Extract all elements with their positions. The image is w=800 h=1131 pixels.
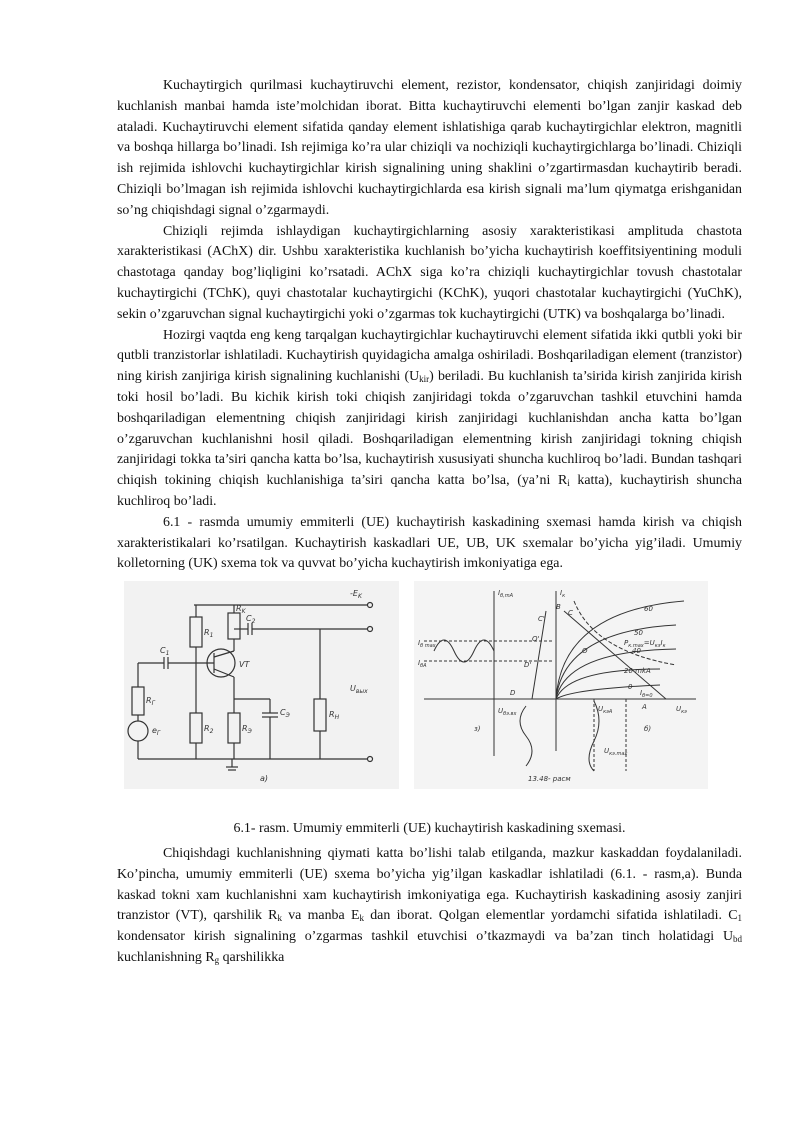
document-page xyxy=(117,76,742,969)
p3-text-c: katta), kuchaytirish shuncha kuchliroq bo’ladi. xyxy=(117,473,742,509)
p5-text-d: kondensator kirish signalining o’zgarmas tashkil etuvchisi o’tkazmaydi va ba’zan tinch holatidagi U xyxy=(117,929,733,945)
p5-text-a: Chiqishdagi kuchlanishning qiymati katta bo’lishi talab etilganda, mazkur kaskaddan foydalaniladi. Ko’pincha, umumiy emmiterli (UE) sxema bo’yicha yig’ilgan kaskadlar ishlatiladi (6.1. - rasm,a). Bunda kaskad tokni xam kuchlanishni xam kuchaytirish imkoniyatiga ega. Kuchaytirish kaskadining asosiy zanjiri tranzistor (VT), qarshilik R xyxy=(117,845,742,924)
input-signal-wave xyxy=(434,640,494,662)
label-u-input: $U_{бэ.вх}$ xyxy=(498,707,517,718)
supply-terminal xyxy=(368,603,373,608)
p5-text-c: dan iborat. Qolgan elementlar yordamchi sifatida ishlatiladi. C xyxy=(363,908,738,924)
paragraph-2: Chiziqli rejimda ishlaydigan kuchaytirgichlarning asosiy xarakteristikasi amplituda chastota xarakteristikasi (AChX) dir. Ushbu xarakteristika kuchlanish bo’yicha kuchaytirish koeffitsiyentining moduli chastotaga qanday bog’liqligini ko’rsatadi. AChX siga ko’ra chiziqli kuchaytirgichlar tovush chastotalar kuchaytirgichi (TChK), quyi chastotalar kuchaytirgichi (KChK), yuqori chastotalar kuchaytirgichi (YuChK), sekin o’zgaruvchan signal kuchaytirgichi yoki o’zgarmas tok kuchaytirgichi (UTK) va boshqalarga bo’linadi. xyxy=(117,223,742,322)
label-u-max: $U_{кэ.max}$ xyxy=(604,747,628,758)
point-c: C xyxy=(568,609,573,618)
paragraph-5 xyxy=(117,844,742,969)
p5-text-e: kuchlanishning R xyxy=(117,949,215,965)
resistor-rk xyxy=(228,613,240,639)
point-a: A xyxy=(642,703,647,712)
paragraph-4: 6.1 - rasmda umumiy emmiterli (UE) kuchaytirish kaskadining sxemasi hamda kirish va chiqish xarakteristikalari ko’rsatilgan. Kuchaytirish kaskadlari UE, UB, UK sxemalar bo’yicha yig’iladi. Umumiy kolletorning (UK) sxema tok va quvvat bo’yicha kuchaytirish imkoniyatiga ega. xyxy=(117,514,742,572)
base-voltage-wave xyxy=(520,706,532,766)
p5-sub-bd: bd xyxy=(733,934,742,945)
p5-sub-k1: k xyxy=(277,913,282,924)
load-line xyxy=(564,611,666,699)
label-fig-a: a) xyxy=(260,774,269,784)
p5-sub-1: 1 xyxy=(737,913,742,924)
resistor-r2 xyxy=(190,713,202,743)
figure-caption: 6.1- rasm. Umumiy emmiterli (UE) kuchaytirish kaskadining sxemasi. xyxy=(233,821,626,837)
p5-sub-g: g xyxy=(214,954,220,965)
curve-label-60: 60 xyxy=(644,605,653,614)
input-curve xyxy=(532,611,546,699)
label-rk: $R_K$ xyxy=(236,604,246,616)
curve-label-0: 0 xyxy=(628,683,633,692)
label-r2: $R_2$ xyxy=(204,724,214,736)
ground-terminal xyxy=(368,757,373,762)
label-ce: $C_Э$ xyxy=(280,708,290,720)
output-curve-60 xyxy=(556,601,684,699)
signal-source xyxy=(128,721,148,741)
label-c1: $C_1$ xyxy=(160,646,170,658)
curve-label-50: 50 xyxy=(634,629,643,638)
label-ib-max: $I_{б max}$ xyxy=(418,639,436,650)
circuit-schematic xyxy=(124,581,399,789)
resistor-rg xyxy=(132,687,144,715)
label-x-right: $U_{кэ}$ xyxy=(676,705,687,716)
characteristics-graph xyxy=(414,581,708,789)
p3-text-a: Hozirgi vaqtda eng keng tarqalgan kuchaytirgichlar kuchaytiruvchi element sifatida ikki qutbli yoki bir qutbli tranzistorlar ishlatiladi. Kuchaytirish quyidagicha amalga oshiriladi. Boshqariladigan element (tranzistor) ning kirish zanjiriga kirish signalining kuchlanishi (U xyxy=(117,327,742,385)
point-b: B xyxy=(556,603,561,612)
resistor-r1 xyxy=(190,617,202,647)
label-vt: VT xyxy=(239,660,250,670)
point-c-prime: C' xyxy=(538,615,545,624)
resistor-rn xyxy=(314,699,326,731)
figure-6-1 xyxy=(117,581,742,793)
p3-sub-kir: kir xyxy=(419,374,430,385)
label-fig-b: б) xyxy=(644,725,652,734)
output-terminal xyxy=(368,627,373,632)
label-y-right: $I_к$ xyxy=(560,589,566,600)
label-graph-caption: 13.48- расм xyxy=(528,775,571,784)
label-fig-z: з) xyxy=(474,725,481,734)
p5-sub-k2: k xyxy=(359,913,364,924)
p3-sub-i: i xyxy=(567,478,570,489)
resistor-re xyxy=(228,713,240,743)
p3-text-b: ) beriladi. Bu kuchlanish ta’sirida kirish zanjirida kirish toki hosil bo’ladi. Bu kichik kirish toki chiqish zanjiridagi tokda o’zgaruvchan tashkil etuvchini hamda boshqariladigan elementning chiqish zanjiridagi kirish zanjiridagi kuchlanishdan ancha katta bo’lgan o’zgaruvchan kuchlanishni hosil qiladi. Boshqariladigan elementning kirish zanjiridagi tokning chiqish zanjiridagi tokka ta’siri qancha katta bo’lsa, kuchaytirish xususiyati shuncha kuchliroq bo’ladi. Bundan tashqari chiqish tokining chiqish kuchlanishiga ta’siri qancha katta bo’lsa, (ya’ni R xyxy=(117,369,742,489)
point-d-prime: D' xyxy=(524,661,532,670)
label-ib-level: $I_{бA}$ xyxy=(418,659,427,670)
point-d: D xyxy=(510,689,516,698)
curve-label-20: 20 mkA xyxy=(624,667,651,676)
p5-text-b: va manba E xyxy=(281,908,360,924)
label-r1: $R_1$ xyxy=(204,628,214,640)
point-o-prime: O' xyxy=(532,635,540,644)
paragraph-1: Kuchaytirgich qurilmasi kuchaytiruvchi element, rezistor, kondensator, chiqish zanjiridagi doimiy kuchlanish manbai hamda iste’molchidan iborat. Bitta kuchaytiruvchi elementi bo’lgan zanjir kaskad deb ataladi. Kuchaytiruvchi element sifatida qanday element ishlatishiga qarab kuchaytirgichlar elektron, magnitli va boshqa hillarga bo’linadi. Ish rejimiga ko’ra ular chiziqli va nochiziqli kuchaytirgichlarga bo’linadi. Chiziqli ish rejimida ishlovchi kuchaytirgichlar kirish signalining uning shaklini o’zgartirmasdan kuchaytirib beradi. Chiziqli bo’lmagan ish rejimida ishlovchi kuchaytirgichlarda esa kirish signali ma’lum qiymatga erishganidan so’ng chiqishdagi signal o’zgarmaydi. xyxy=(117,78,742,218)
paragraph-3 xyxy=(117,326,742,513)
label-eg: $e_Г$ xyxy=(152,726,161,738)
label-u-mid: $U_{кэА}$ xyxy=(598,705,613,716)
label-uout: $U_{вых}$ xyxy=(350,684,368,696)
label-rg: $R_Г$ xyxy=(146,696,155,708)
label-y-left: $I_{б,mA}$ xyxy=(498,589,514,600)
point-o: O xyxy=(582,647,588,656)
label-re: $R_Э$ xyxy=(242,724,252,736)
p5-text-f: qarshilikka xyxy=(219,949,285,965)
label-c2: $C_2$ xyxy=(246,614,256,626)
label-rn: $R_H$ xyxy=(329,710,340,722)
label-pmax: $P_{к.max}=U_{кэ}I_к$ xyxy=(624,639,666,650)
label-ib0: $I_{б=0}$ xyxy=(640,689,653,700)
label-supply: $-E_K$ xyxy=(350,589,362,601)
curve-label-40: 40 xyxy=(632,647,641,656)
